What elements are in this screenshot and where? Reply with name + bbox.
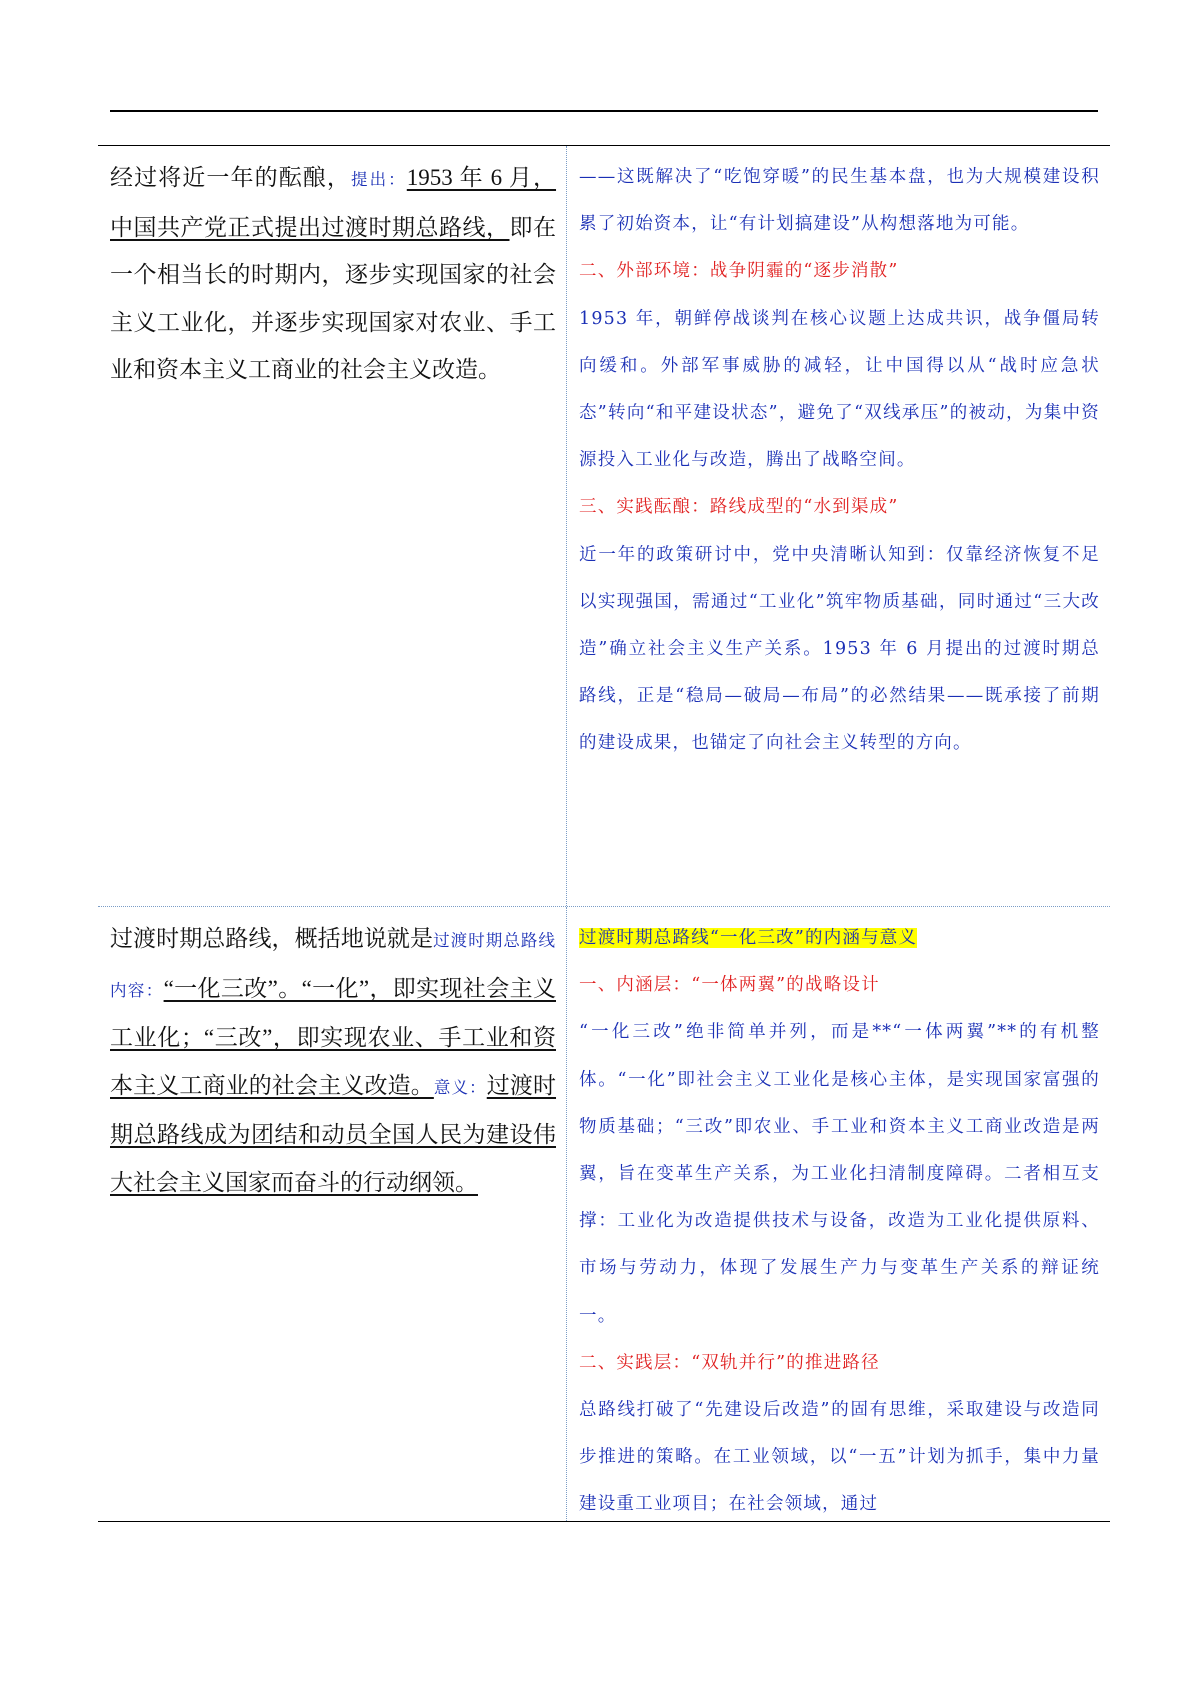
row2-right-heading2: 二、实践层：“双轨并行”的推进路径	[579, 1352, 880, 1373]
table-row	[98, 907, 1110, 1521]
row1-left-rest: 即在一个相当长的时期内，逐步实现国家的社会主义工业化，并逐步实现国家对农业、手工业和资本主义工商业的社会主义改造。	[110, 214, 556, 382]
row2-left-cell	[98, 907, 567, 1521]
significance-tag: 意义：	[433, 1077, 487, 1097]
row1-right-para2: 近一年的政策研讨中，党中央清晰认知到：仅靠经济恢复不足以实现强国，需通过“工业化”筑牢物质基础，同时通过“三大改造”确立社会主义生产关系。1953 年 6 月提出的过渡时期总路线，正是“稳局—破局—布局”的必然结果——既承接了前期的建设成果，也锚定了向社会主义转型的方向。	[579, 544, 1100, 754]
row2-right-cell	[567, 907, 1110, 1521]
row2-right-title-wrap	[579, 915, 1100, 962]
row2-left-underlined1: “一化三改”。“一化”，即实现社会主义工业化；“三改”，即实现农业、手工业和资本主义工商业的社会主义改造。	[110, 975, 556, 1098]
row1-left-underlined: 1953 年 6 月，中国共产党正式提出过渡时期总路线，	[110, 165, 557, 240]
content-table	[98, 145, 1110, 1522]
proposal-tag: 提出：	[350, 170, 407, 189]
row2-right-title: 过渡时期总路线“一化三改”的内涵与意义	[579, 928, 918, 948]
row1-right-heading1: 二、外部环境：战争阴霾的“逐步消散”	[579, 261, 899, 282]
row1-left-prefix: 经过将近一年的酝酿，	[110, 165, 351, 190]
row2-left-underlined2: 过渡时期总路线成为团结和动员全国人民为建设伟大社会主义国家而奋斗的行动纲领。	[110, 1072, 557, 1195]
row1-right-heading2: 三、实践酝酿：路线成型的“水到渠成”	[579, 497, 899, 518]
row1-right-cell	[567, 146, 1110, 906]
row2-right-heading1: 一、内涵层：“一体两翼”的战略设计	[579, 975, 880, 996]
row2-right-para2: 总路线打破了“先建设后改造”的固有思维，采取建设与改造同步推进的策略。在工业领域，以“一五”计划为抓手，集中力量建设重工业项目；在社会领域，通过	[579, 1400, 1100, 1515]
content-tag: 过渡时期总路线内容：	[110, 931, 557, 1000]
row1-left-cell	[98, 146, 567, 906]
row1-right-para0: ——这既解决了“吃饱穿暖”的民生基本盘，也为大规模建设积累了初始资本，让“有计划搞建设”从构想落地为可能。	[579, 167, 1100, 235]
table-row	[98, 146, 1110, 907]
row2-right-para1: “一化三改”绝非简单并列，而是**“一体两翼”**的有机整体。“一化”即社会主义工业化是核心主体，是实现国家富强的物质基础；“三改”即农业、手工业和资本主义工商业改造是两翼，旨在变革生产关系，为工业化扫清制度障碍。二者相互支撑：工业化为改造提供技术与设备，改造为工业化提供原料、市场与劳动力，体现了发展生产力与变革生产关系的辩证统一。	[579, 1022, 1100, 1326]
row2-left-prefix: 过渡时期总路线，概括地说就是	[110, 926, 434, 951]
header-rule	[110, 110, 1098, 112]
row1-right-para1: 1953 年，朝鲜停战谈判在核心议题上达成共识，战争僵局转向缓和。外部军事威胁的减轻，让中国得以从“战时应急状态”转向“和平建设状态”，避免了“双线承压”的被动，为集中资源投入工业化与改造，腾出了战略空间。	[579, 308, 1100, 471]
